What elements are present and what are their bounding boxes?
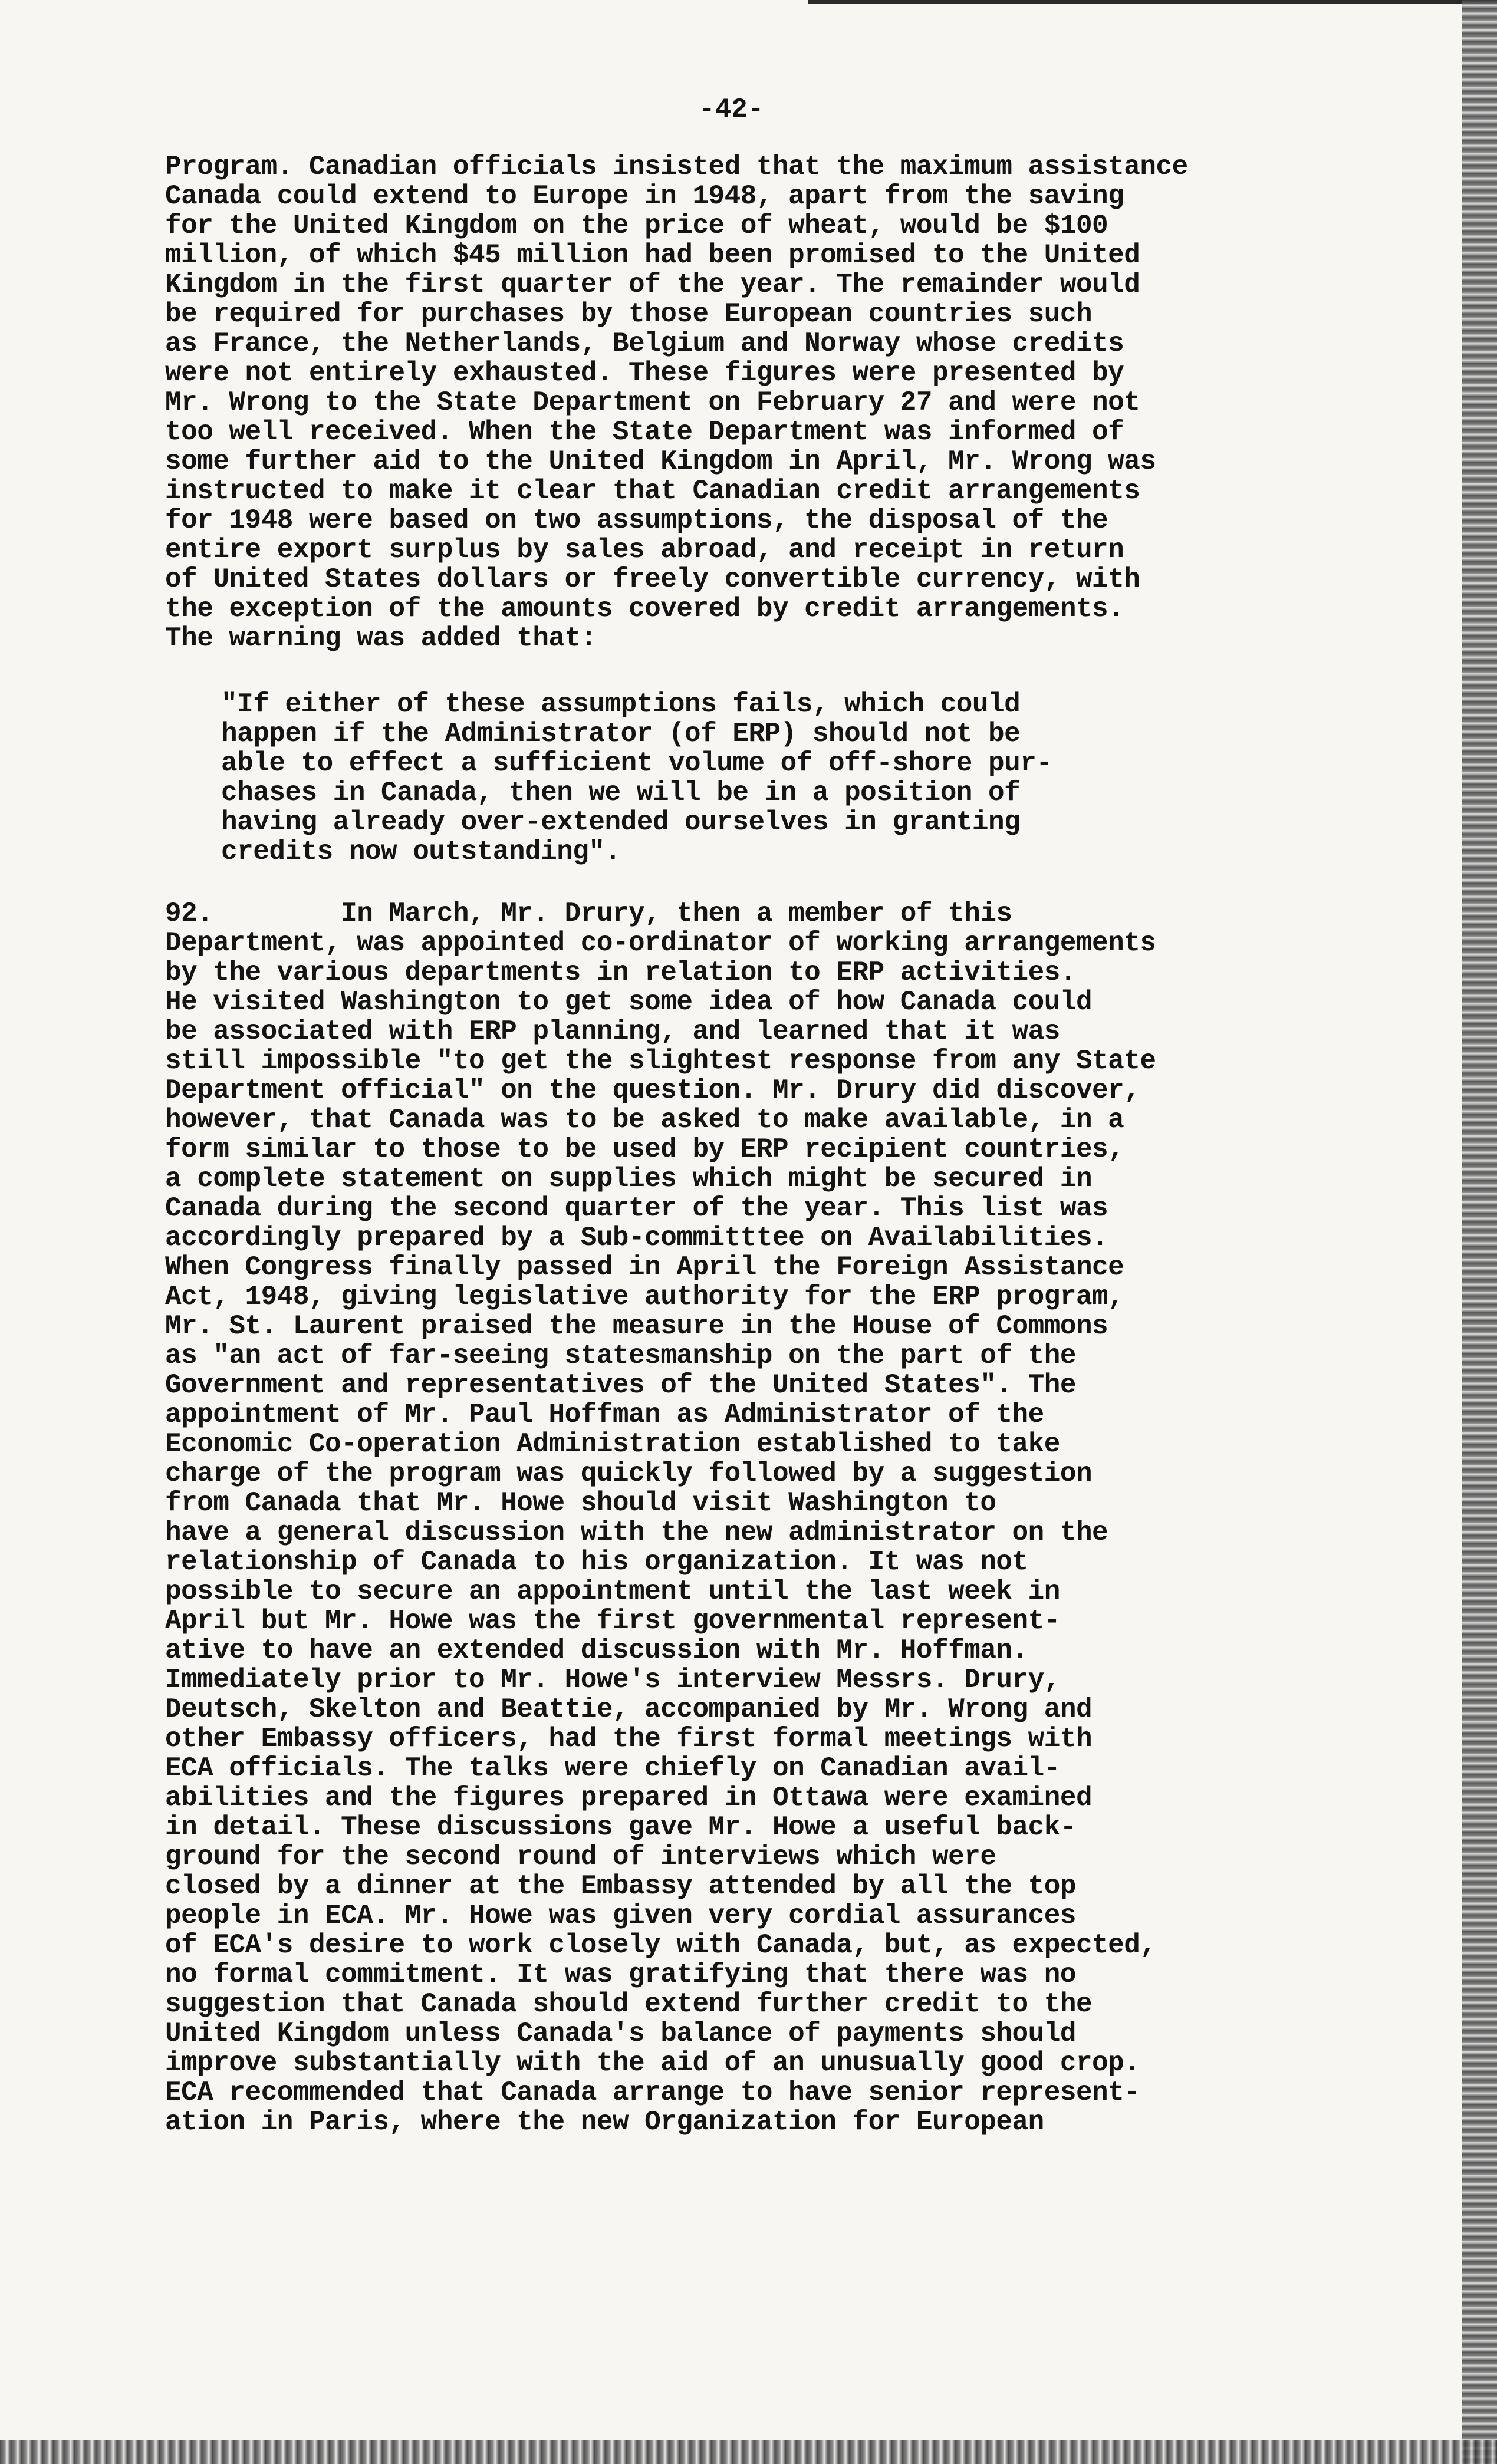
paragraph-1-line: for 1948 were based on two assumptions, the disposal of the xyxy=(165,505,1108,536)
paragraph-92-line: ation in Paris, where the new Organization for European xyxy=(165,2107,1044,2137)
paragraph-92-line: Deutsch, Skelton and Beattie, accompanied by Mr. Wrong and xyxy=(165,1694,1093,1725)
paragraph-92-line: He visited Washington to get some idea of how Canada could xyxy=(165,987,1093,1017)
paragraph-92-line: no formal commitment. It was gratifying that there was no xyxy=(165,1959,1076,1990)
paragraph-1-line: for the United Kingdom on the price of wheat, would be $100 xyxy=(165,210,1108,241)
paragraph-92-line: Canada during the second quarter of the year. This list was xyxy=(165,1193,1108,1224)
paragraph-1-line: some further aid to the United Kingdom in April, Mr. Wrong was xyxy=(165,446,1156,477)
paragraph-92-line: ative to have an extended discussion with Mr. Hoffman. xyxy=(165,1635,1028,1666)
paragraph-92-line: Economic Co-operation Administration established to take xyxy=(165,1429,1060,1460)
paragraph-92-line: as "an act of far-seeing statesmanship on the part of the xyxy=(165,1340,1076,1371)
paragraph-92-line: appointment of Mr. Paul Hoffman as Administrator of the xyxy=(165,1399,1044,1430)
paragraph-92-line: When Congress finally passed in April the Foreign Assistance xyxy=(165,1252,1124,1283)
paragraph-1-line: be required for purchases by those European countries such xyxy=(165,299,1093,330)
page-number: -42- xyxy=(699,94,764,125)
paragraph-92-line: charge of the program was quickly followed by a suggestion xyxy=(165,1458,1093,1489)
paragraph-1-line: instructed to make it clear that Canadian credit arrangements xyxy=(165,476,1140,506)
paragraph-92-line: in detail. These discussions gave Mr. Howe a useful back- xyxy=(165,1812,1076,1843)
paragraph-92-line: Immediately prior to Mr. Howe's interview Messrs. Drury, xyxy=(165,1665,1060,1695)
quote-line: able to effect a sufficient volume of off-shore pur- xyxy=(221,748,1052,779)
paragraph-92-line: Mr. St. Laurent praised the measure in the House of Commons xyxy=(165,1311,1108,1342)
paragraph-1-line: the exception of the amounts covered by credit arrangements. xyxy=(165,594,1124,624)
paragraph-1 xyxy=(165,152,1344,653)
paragraph-92-line: relationship of Canada to his organization. It was not xyxy=(165,1547,1028,1577)
paragraph-92-line: by the various departments in relation to ERP activities. xyxy=(165,957,1076,988)
paragraph-92-line: 92. In March, Mr. Drury, then a member of this xyxy=(165,898,1012,929)
paragraph-92-line: be associated with ERP planning, and learned that it was xyxy=(165,1016,1060,1047)
paragraph-1-line: of United States dollars or freely convertible currency, with xyxy=(165,564,1140,595)
paragraph-92-line: of ECA's desire to work closely with Canada, but, as expected, xyxy=(165,1930,1156,1961)
paragraph-1-line: were not entirely exhausted. These figures were presented by xyxy=(165,358,1124,388)
paragraph-92-line: however, that Canada was to be asked to make available, in a xyxy=(165,1105,1124,1135)
quote-line: chases in Canada, then we will be in a position of xyxy=(221,778,1021,808)
paragraph-92-line: from Canada that Mr. Howe should visit Washington to xyxy=(165,1488,996,1518)
paragraph-1-line: too well received. When the State Department was informed of xyxy=(165,417,1124,447)
scan-edge-right xyxy=(1462,0,1497,2464)
top-scan-rule xyxy=(808,0,1497,4)
paragraph-92-line: form similar to those to be used by ERP recipient countries, xyxy=(165,1134,1124,1165)
paragraph-1-line: million, of which $45 million had been promised to the United xyxy=(165,240,1140,271)
paragraph-92-line: April but Mr. Howe was the first governmental represent- xyxy=(165,1606,1060,1636)
paragraph-92-line: improve substantially with the aid of an unusually good crop. xyxy=(165,2048,1140,2078)
paragraph-92-line: suggestion that Canada should extend further credit to the xyxy=(165,1989,1093,2020)
paragraph-92-line: abilities and the figures prepared in Ottawa were examined xyxy=(165,1783,1093,1813)
paragraph-92-line: Government and representatives of the United States". The xyxy=(165,1370,1076,1401)
paragraph-92-line: people in ECA. Mr. Howe was given very cordial assurances xyxy=(165,1900,1076,1931)
paragraph-92-line: ECA recommended that Canada arrange to have senior represent- xyxy=(165,2077,1140,2108)
paragraph-92-line: closed by a dinner at the Embassy attended by all the top xyxy=(165,1871,1076,1902)
paragraph-1-line: Program. Canadian officials insisted that the maximum assistance xyxy=(165,151,1188,182)
paragraph-92-line: still impossible "to get the slightest response from any State xyxy=(165,1046,1156,1076)
paragraph-92-line: ECA officials. The talks were chiefly on Canadian avail- xyxy=(165,1753,1060,1784)
paragraph-92-line: Act, 1948, giving legislative authority for the ERP program, xyxy=(165,1282,1124,1312)
scan-edge-bottom xyxy=(0,2440,1497,2464)
block-quote xyxy=(221,690,1223,867)
paragraph-92-line: United Kingdom unless Canada's balance of payments should xyxy=(165,2018,1076,2049)
paragraph-92-line: possible to secure an appointment until the last week in xyxy=(165,1576,1060,1607)
paragraph-92-line: Department official" on the question. Mr. Drury did discover, xyxy=(165,1075,1140,1106)
paragraph-1-line: entire export surplus by sales abroad, and receipt in return xyxy=(165,535,1124,565)
paragraph-92 xyxy=(165,899,1344,2137)
quote-line: happen if the Administrator (of ERP) should not be xyxy=(221,719,1021,749)
paragraph-1-line: Kingdom in the first quarter of the year. The remainder would xyxy=(165,269,1140,300)
paragraph-1-line: The warning was added that: xyxy=(165,623,597,654)
quote-line: having already over-extended ourselves in granting xyxy=(221,807,1021,838)
quote-line: credits now outstanding". xyxy=(221,836,621,867)
paragraph-92-line: a complete statement on supplies which might be secured in xyxy=(165,1164,1093,1194)
paragraph-92-line: have a general discussion with the new administrator on the xyxy=(165,1517,1108,1548)
quote-line: "If either of these assumptions fails, which could xyxy=(221,689,1021,720)
paragraph-92-line: Department, was appointed co-ordinator of working arrangements xyxy=(165,928,1156,958)
paragraph-1-line: Mr. Wrong to the State Department on February 27 and were not xyxy=(165,387,1140,418)
paragraph-92-line: ground for the second round of interviews which were xyxy=(165,1842,996,1872)
paragraph-92-line: accordingly prepared by a Sub-committtee on Availabilities. xyxy=(165,1223,1108,1253)
paragraph-1-line: as France, the Netherlands, Belgium and Norway whose credits xyxy=(165,328,1124,359)
paragraph-1-line: Canada could extend to Europe in 1948, apart from the saving xyxy=(165,181,1124,212)
paragraph-92-line: other Embassy officers, had the first formal meetings with xyxy=(165,1724,1093,1754)
